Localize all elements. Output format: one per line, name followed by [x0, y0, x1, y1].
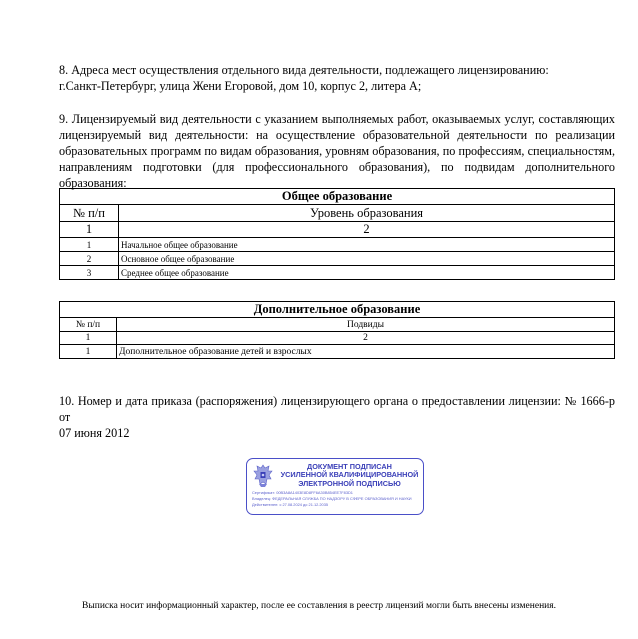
- section-9-activity: [59, 111, 615, 191]
- section-8-heading: 8. Адреса мест осуществления отдельного вида деятельности, подлежащего лицензированию:: [59, 63, 549, 77]
- column-number: 2: [119, 222, 615, 238]
- section-10-date: 07 июня 2012: [59, 426, 130, 440]
- column-number: 2: [117, 332, 615, 345]
- row-number: 3: [60, 266, 119, 280]
- general-education-table: [59, 188, 615, 280]
- column-header-level: Уровень образования: [119, 205, 615, 222]
- row-subtype: Дополнительное образование детей и взрослых: [117, 345, 615, 359]
- table-title: Общее образование: [60, 189, 615, 205]
- row-level: Среднее общее образование: [119, 266, 615, 280]
- table-row: [60, 238, 615, 252]
- stamp-heading-line: ЭЛЕКТРОННОЙ ПОДПИСЬЮ: [298, 478, 401, 488]
- column-header-subtype: Подвиды: [117, 318, 615, 332]
- electronic-signature-stamp: [246, 458, 424, 515]
- section-10-order: [59, 393, 615, 441]
- stamp-heading-line: УСИЛЕННОЙ КВАЛИФИЦИРОВАННОЙ: [280, 470, 419, 480]
- section-10-text: 10. Номер и дата приказа (распоряжения) лицензирующего органа о предоставлении лицензии: № 1666-р от: [59, 394, 615, 424]
- certificate-owner: Владелец: ФЕДЕРАЛЬНАЯ СЛУЖБА ПО НАДЗОРУ В СФЕРЕ ОБРАЗОВАНИЯ И НАУКИ: [252, 496, 412, 502]
- table-row: [60, 266, 615, 280]
- section-9-line: лицензируемый вид деятельности: на осуществление образовательной деятельности по реализации: [59, 128, 615, 142]
- column-header-number: № п/п: [60, 318, 117, 332]
- stamp-certificate-info: [252, 490, 420, 509]
- additional-education-table: [59, 301, 615, 359]
- row-level: Начальное общее образование: [119, 238, 615, 252]
- stamp-heading-line: ДОКУМЕНТ ПОДПИСАН: [307, 462, 392, 471]
- section-9-line: образовательных программ по видам образования, уровням образования, по профессиям, специальностям,: [59, 144, 615, 158]
- row-number: 2: [60, 252, 119, 266]
- section-9-line: направлениям подготовки (для профессионального образования), по подвидам дополнительного: [59, 160, 615, 174]
- column-number: 1: [60, 332, 117, 345]
- section-9-line: 9. Лицензируемый вид деятельности с указанием выполняемых работ, оказываемых услуг, составляющих: [59, 112, 615, 126]
- table-row: [60, 345, 615, 359]
- coat-of-arms-icon: [252, 463, 274, 489]
- row-number: 1: [60, 238, 119, 252]
- footer-disclaimer: Выписка носит информационный характер, после ее составления в реестр лицензий могли быть внесены изменения.: [82, 601, 556, 611]
- section-8-address: г.Санкт-Петербург, улица Жени Егоровой, дом 10, корпус 2, литера А;: [59, 79, 422, 93]
- row-number: 1: [60, 345, 117, 359]
- section-9-line: образования:: [59, 176, 127, 190]
- section-8-addresses: [59, 62, 615, 94]
- table-title: Дополнительное образование: [60, 302, 615, 318]
- column-number: 1: [60, 222, 119, 238]
- certificate-number: Сертификат: 00B3A8A1403E8D8FF6A30B854EE7F83D1: [252, 490, 353, 495]
- stamp-heading: [277, 463, 422, 488]
- table-row: [60, 252, 615, 266]
- column-header-number: № п/п: [60, 205, 119, 222]
- row-level: Основное общее образование: [119, 252, 615, 266]
- certificate-validity: Действителен: с 27.08.2024 до 21.12.2035: [252, 502, 329, 508]
